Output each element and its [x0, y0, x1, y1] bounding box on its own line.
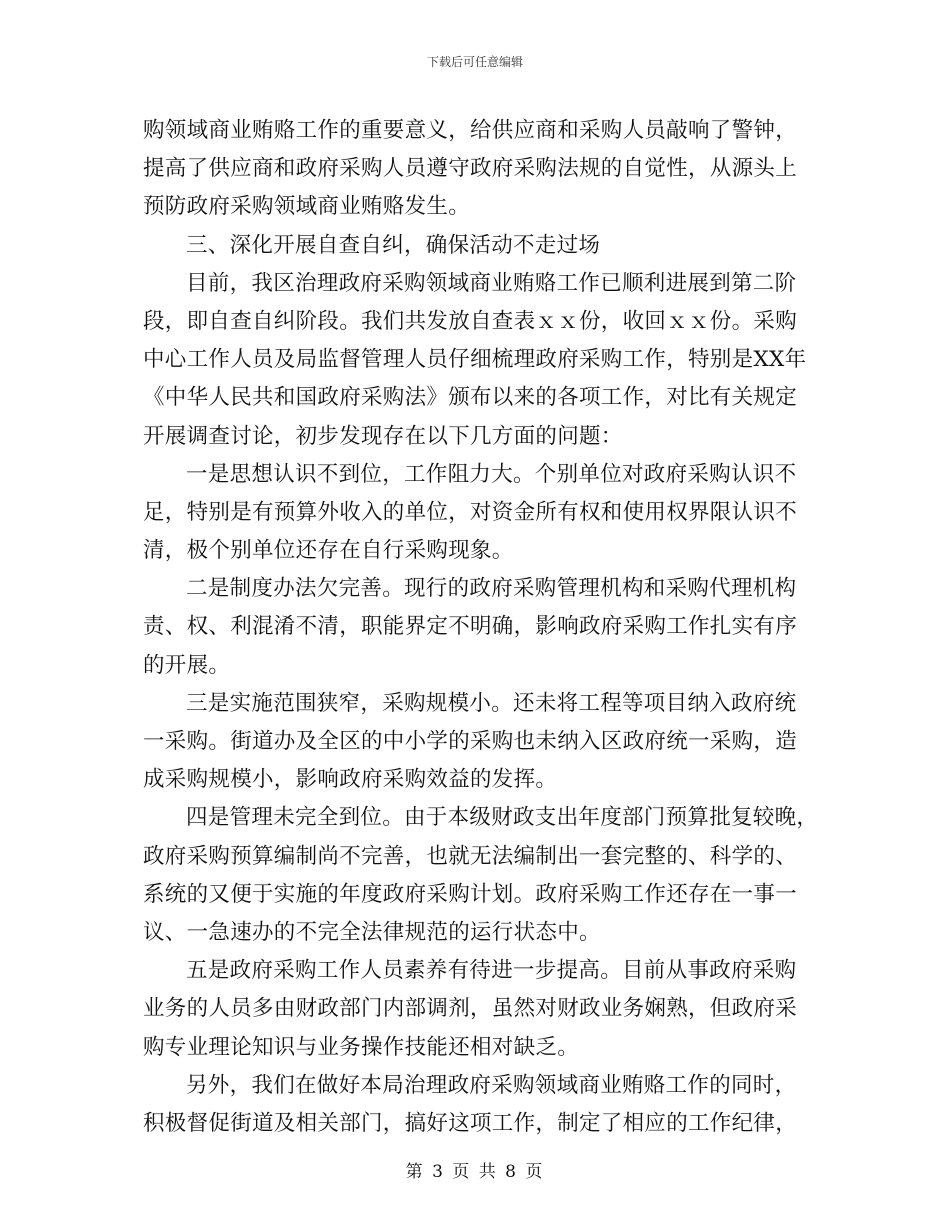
text-line: 成采购规模小，影响政府采购效益的发挥。: [143, 767, 558, 793]
text-line: 三是实施范围狭窄，采购规模小。还未将工程等项目纳入政府统: [186, 690, 797, 716]
text-line: 预防政府采购领域商业贿赂发生。: [143, 194, 471, 220]
text-line: 中心工作人员及局监督管理人员仔细梳理政府采购工作，特别是XX年: [143, 347, 807, 373]
text-line: 清，极个别单位还存在自行采购现象。: [143, 538, 514, 564]
text-line: 一采购。街道办及全区的中小学的采购也未纳入区政府统一采购，造: [143, 729, 798, 754]
text-line: 积极督促街道及相关部门，搞好这项工作，制定了相应的工作纪律，: [143, 1110, 798, 1136]
text-line: 业务的人员多由财政部门内部调剂，虽然对财政业务娴熟，但政府采: [143, 996, 798, 1022]
text-line: 四是管理未完全到位。由于本级财政支出年度部门预算批复较晚，: [186, 805, 819, 831]
text-line: 目前，我区治理政府采购领域商业贿赂工作已顺利进展到第二阶: [186, 270, 797, 296]
text-line: 足，特别是有预算外收入的单位，对资金所有权和使用权界限认识不: [143, 499, 798, 525]
text-line: 提高了供应商和政府采购人员遵守政府采购法规的自觉性，从源头上: [143, 156, 798, 182]
text-line: 《中华人民共和国政府采购法》颁布以来的各项工作，对比有关规定: [143, 385, 798, 411]
text-line: 系统的又便于实施的年度政府采购计划。政府采购工作还存在一事一: [143, 881, 798, 907]
page-footer: 第 3 页 共 8 页: [405, 1162, 545, 1182]
text-line: 二是制度办法欠完善。现行的政府采购管理机构和采购代理机构: [186, 576, 797, 602]
text-line: 五是政府采购工作人员素养有待进一步提高。目前从事政府采购: [186, 958, 797, 984]
text-line: 开展调查讨论，初步发现存在以下几方面的问题：: [143, 423, 623, 449]
text-line: 政府采购预算编制尚不完善，也就无法编制出一套完整的、科学的、: [143, 843, 798, 869]
text-line: 购专业理论知识与业务操作技能还相对缺乏。: [143, 1034, 580, 1060]
text-line: 议、一急速办的不完全法律规范的运行状态中。: [143, 919, 601, 945]
text-line: 责、权、利混淆不清，职能界定不明确，影响政府采购工作扎实有序: [143, 614, 798, 640]
text-line: 另外，我们在做好本局治理政府采购领域商业贿赂工作的同时，: [186, 1072, 797, 1098]
text-line: 段，即自查自纠阶段。我们共发放自查表ｘｘ份，收回ｘｘ份。采购: [143, 308, 798, 334]
text-line: 三、深化开展自查自纠，确保活动不走过场: [186, 232, 601, 258]
text-line: 购领域商业贿赂工作的重要意义，给供应商和采购人员敲响了警钟，: [143, 118, 798, 143]
document-body: [143, 112, 819, 1143]
text-line: 一是思想认识不到位，工作阻力大。个别单位对政府采购认识不: [186, 461, 797, 487]
page-header: 下载后可任意编辑: [426, 55, 523, 69]
text-line: 的开展。: [143, 652, 231, 678]
